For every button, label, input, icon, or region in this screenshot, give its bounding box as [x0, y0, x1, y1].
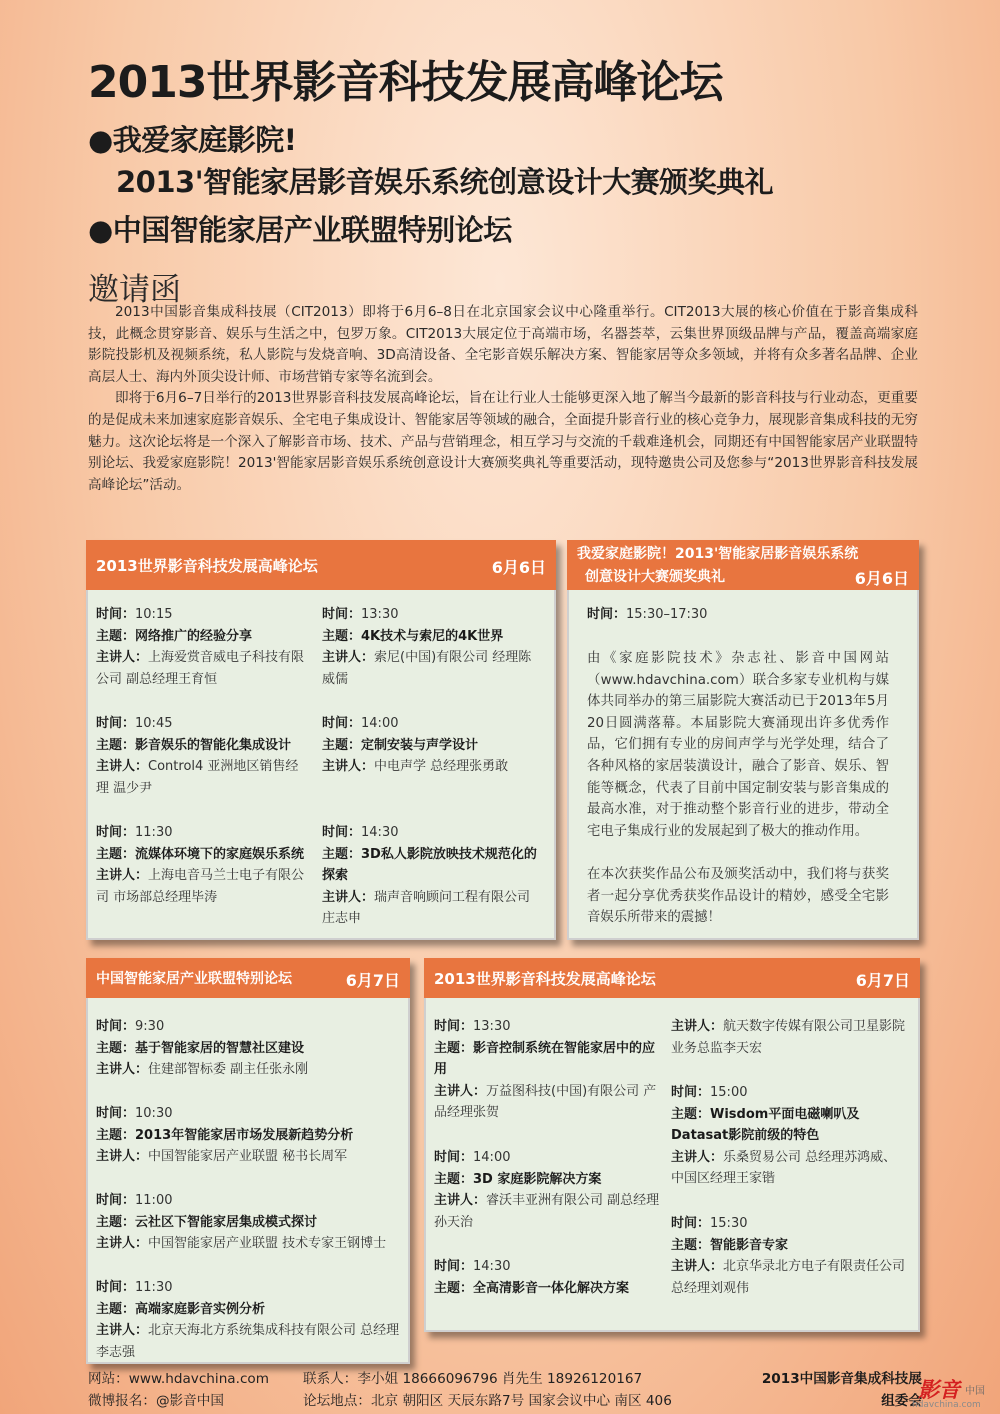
session-item: 时间：11:00 主题：云社区下智能家居集成模式探讨 主讲人：中国智能家居产业联盟 技术专家王钢博士: [96, 1193, 387, 1252]
schedule-box-june6-award: [567, 540, 919, 940]
subtitle-smart-home-forum: ●中国智能家居产业联盟特别论坛: [88, 213, 512, 247]
subtitle-design-award: 2013'智能家居影音娱乐系统创意设计大赛颁奖典礼: [116, 165, 774, 199]
box-title-line2: 创意设计大赛颁奖典礼: [585, 569, 725, 585]
schedule-box-june6-forum: [86, 540, 556, 940]
box-header: [86, 958, 410, 998]
box-date: 6月6日: [491, 558, 546, 577]
box-title: 中国智能家居产业联盟特别论坛: [96, 971, 292, 987]
brand-logo-url: hdavchina.com: [912, 1400, 981, 1410]
session-item: 时间：15:30 主题：智能影音专家 主讲人：北京华录北方电子有限责任公司 总经理刘观伟: [671, 1216, 906, 1296]
brand-logo: 影音: [918, 1378, 960, 1402]
box-header: [424, 958, 920, 998]
session-item: 时间：14:30 主题：3D私人影院放映技术规范化的探索 主讲人：瑞声音响顾问工程有限公司 庄志申: [322, 825, 537, 927]
page-title: 2013世界影音科技发展高峰论坛: [88, 57, 723, 108]
session-item: 时间：10:15 主题：网络推广的经验分享 主讲人：上海爱赏音威电子科技有限公司 副总经理王育恒: [96, 607, 305, 687]
footer-website: 网站：www.hdavchina.com: [88, 1371, 269, 1387]
box-title: 2013世界影音科技发展高峰论坛: [96, 557, 318, 575]
subtitle-home-theater: ●我爱家庭影院!: [88, 123, 297, 157]
session-item: 时间：10:30 主题：2013年智能家居市场发展新趋势分析 主讲人：中国智能家居产业联盟 秘书长周军: [96, 1106, 354, 1165]
award-closing: 在本次获奖作品公布及颁奖活动中，我们将与获奖者一起分享优秀获奖作品设计的精妙，感受全宅影音娱乐所带来的震撼！: [587, 867, 889, 926]
session-item: 时间：10:45 主题：影音娱乐的智能化集成设计 主讲人：Control4 亚洲地区销售经理 温少尹: [96, 716, 299, 796]
footer-contact: 联系人：李小姐 18666096796 肖先生 18926120167: [303, 1371, 643, 1387]
session-item: 时间：14:30 主题：全高清影音一体化解决方案: [434, 1259, 630, 1296]
box-date: 6月7日: [855, 971, 910, 990]
footer-venue: 论坛地点：北京 朝阳区 天辰东路7号 国家会议中心 南区 406: [303, 1393, 672, 1409]
organizer-name: 2013中国影音集成科技展: [761, 1371, 922, 1387]
session-item: 时间：11:30 主题：流媒体环境下的家庭娱乐系统 主讲人：上海电音马兰士电子有限公司 市场部总经理毕涛: [96, 825, 305, 905]
box-title: 我爱家庭影院！2013'智能家居影音娱乐系统: [577, 546, 859, 562]
box-header: [567, 540, 919, 590]
session-item: 时间：13:30 主题：4K技术与索尼的4K世界 主讲人：索尼(中国)有限公司 经理陈威儒: [322, 607, 532, 687]
session-item: 时间：14:00 主题：3D 家庭影院解决方案 主讲人：睿沃丰亚洲有限公司 副总经理孙天治: [434, 1150, 660, 1230]
schedule-box-june7-forum: [424, 958, 920, 1332]
invitation-heading: 邀请函: [88, 272, 181, 308]
box-header: [86, 540, 556, 590]
award-description: 由《家庭影院技术》杂志社、影音中国网站（www.hdavchina.com）联合多家专业机构与媒体共同举办的第三届影院大赛活动已于2013年5月20日圆满落幕。本届影院大赛涌现出许多优秀作品，它们拥有专业的房间声学与光学处理，结合了各种风格的家居装潢设计，融合了影音、娱乐、智能等概念，代表了目前中国定制安装与影音集成的最高水准，对于推动整个影音行业的进步，带动全宅电子集成行业的发展起到了极大的推动作用。: [587, 651, 889, 839]
intro-text: [88, 302, 918, 496]
footer-weibo: 微博报名：@影音中国: [88, 1393, 224, 1409]
session-speaker: 主讲人：航天数字传媒有限公司卫星影院 业务总监李天宏: [671, 1019, 906, 1056]
schedule-box-june7-alliance: [86, 958, 410, 1364]
session-time: 时间：15:30–17:30: [587, 607, 708, 622]
session-item: 时间：9:30 主题：基于智能家居的智慧社区建设 主讲人：住建部智标委 副主任张永刚: [96, 1019, 309, 1078]
session-item: 时间：11:30 主题：高端家庭影音实例分析 主讲人：北京天海北方系统集成科技有限公司 总经理李志强: [96, 1280, 400, 1360]
brand-logo-small: 中国: [965, 1386, 985, 1397]
organizer-committee: 组委会: [881, 1393, 922, 1409]
session-item: 时间：15:00 主题：Wisdom平面电磁喇叭及Datasat影院前级的特色 主讲人：乐桑贸易公司 总经理苏鸿威、中国区经理王家锴: [671, 1085, 897, 1187]
box-date: 6月7日: [345, 971, 400, 990]
box-date: 6月6日: [854, 569, 909, 588]
session-item: 时间：14:00 主题：定制安装与声学设计 主讲人：中电声学 总经理张勇敢: [322, 716, 509, 775]
intro-paragraph: 2013中国影音集成科技展（CIT2013）即将于6月6–8日在北京国家会议中心隆重举行。CIT2013大展的核心价值在于影音集成科技，此概念贯穿影音、娱乐与生活之中，包罗万象。CIT2013大展定位于高端市场，名器荟萃，云集世界顶级品牌与产品，覆盖高端家庭影院投影机及视频系统，私人影院与发烧音响、3D高清设备、全宅影音娱乐解决方案、智能家居等众多领域，并将有众多著名品牌、企业高层人士、海内外顶尖设计师、市场营销专家等名流到会。: [88, 304, 918, 385]
intro-paragraph: 即将于6月6–7日举行的2013世界影音科技发展高峰论坛，旨在让行业人士能够更深入地了解当今最新的影音科技与行业动态，更重要的是促成未来加速家庭影音娱乐、全宅电子集成设计、智能家居等领域的融合，全面提升影音行业的核心竞争力，展现影音集成科技的无穷魅力。这次论坛将是一个深入了解影音市场、技术、产品与营销理念，相互学习与交流的千载难逢机会，同期还有中国智能家居产业联盟特别论坛、我爱家庭影院！2013'智能家居影音娱乐系统创意设计大赛颁奖典礼等重要活动，现特邀贵公司及您参与“2013世界影音科技发展高峰论坛”活动。: [88, 390, 918, 493]
session-item: 时间：13:30 主题：影音控制系统在智能家居中的应用 主讲人：万益图科技(中国)有限公司 产品经理张贺: [434, 1019, 657, 1121]
box-title: 2013世界影音科技发展高峰论坛: [434, 970, 656, 988]
